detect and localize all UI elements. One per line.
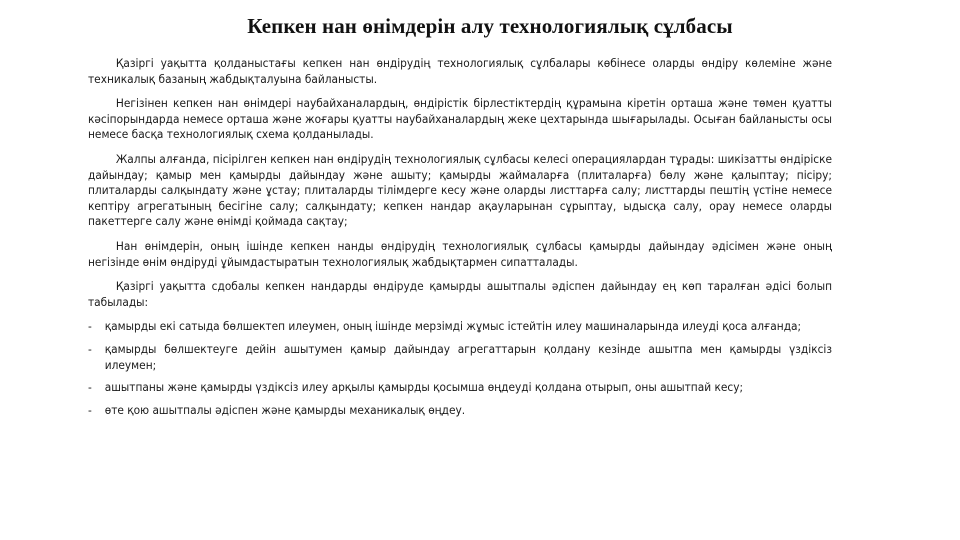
methods-list <box>88 319 832 418</box>
bullet-dash: - <box>88 380 92 395</box>
bullet-dash: - <box>88 319 92 334</box>
list-item <box>88 380 832 396</box>
list-item-text: өте қою ашытпалы әдіспен және қамырды механикалық өңдеу. <box>104 402 466 417</box>
bullet-dash: - <box>88 402 92 417</box>
paragraph-intro: Қазіргі уақытта қолданыстағы кепкен нан өндірудің технологиялық сұлбалары көбінесе оларды өндіру көлеміне және техникалық базаның жабдықталуына байланысты. <box>88 56 832 86</box>
list-item-text: қамырды екі сатыда бөлшектеп илеумен, оның ішінде мерзімді жұмыс істейтін илеу машиналарында илеуді қоса алғанда; <box>104 319 802 334</box>
bullet-dash: - <box>88 341 92 356</box>
list-item-text: ашытпаны және қамырды үздіксіз илеу арқылы қамырды қосымша өңдеуді қолдана отырып, оны ашытпай кесу; <box>104 380 744 395</box>
paragraph-production-sites: Негізінен кепкен нан өнімдері наубайханалардың, өндірістік бірлестіктердің құрамына кіретін орташа және төмен қуатты кәсіпорындарда немесе орташа және жоғары қуатты наубайханалардың жеке цехтарында шығарылады. Осыған байланысты осы немесе басқа технологиялық схема қолданылады. <box>88 96 832 142</box>
paragraph-dough-method: Нан өнімдерін, оның ішінде кепкен нанды өндірудің технологиялық сұлбасы қамырды дайындау әдісімен және оның негізінде өнім өндіруді ұйымдастыратын технологиялық жабдықтармен сипатталады. <box>88 238 832 269</box>
paragraph-operations: Жалпы алғанда, пісірілген кепкен нан өндірудің технологиялық сұлбасы келесі операциялардан тұрады: шикізатты өндіріске дайындау; қамыр мен қамырды дайындау және ашыту; қамырды жаймаларға (плиталарға) бөлу және қалыптау; пісіру; плиталарды салқындату және ұстау; плиталарды тілімдерге кесу және оларды листтарға салу; листтарды пештің үстіне немесе кептіру агрегатының бесігіне салу; салқындату; кепкен нандар ақауларынан сұрыптау, ыдысқа салу, орау немесе оларды пакеттерге салу және өнімді қоймада сақтау; <box>88 151 832 229</box>
list-item <box>88 319 832 335</box>
list-item <box>88 403 832 419</box>
list-item-text: қамырды бөлшектеуге дейін ашытумен қамыр дайындау агрегаттарын қолдану кезінде ашытпа мен қамырды үздіксіз илеумен; <box>104 341 833 372</box>
list-item <box>88 342 832 373</box>
slide-title: Кепкен нан өнімдерін алу технологиялық сұлбасы <box>247 14 733 38</box>
paragraph-sourdough-method: Қазіргі уақытта сдобалы кепкен нандарды өндіруде қамырды ашытпалы әдіспен дайындау ең көп таралған әдісі болып табылады: <box>88 279 832 309</box>
